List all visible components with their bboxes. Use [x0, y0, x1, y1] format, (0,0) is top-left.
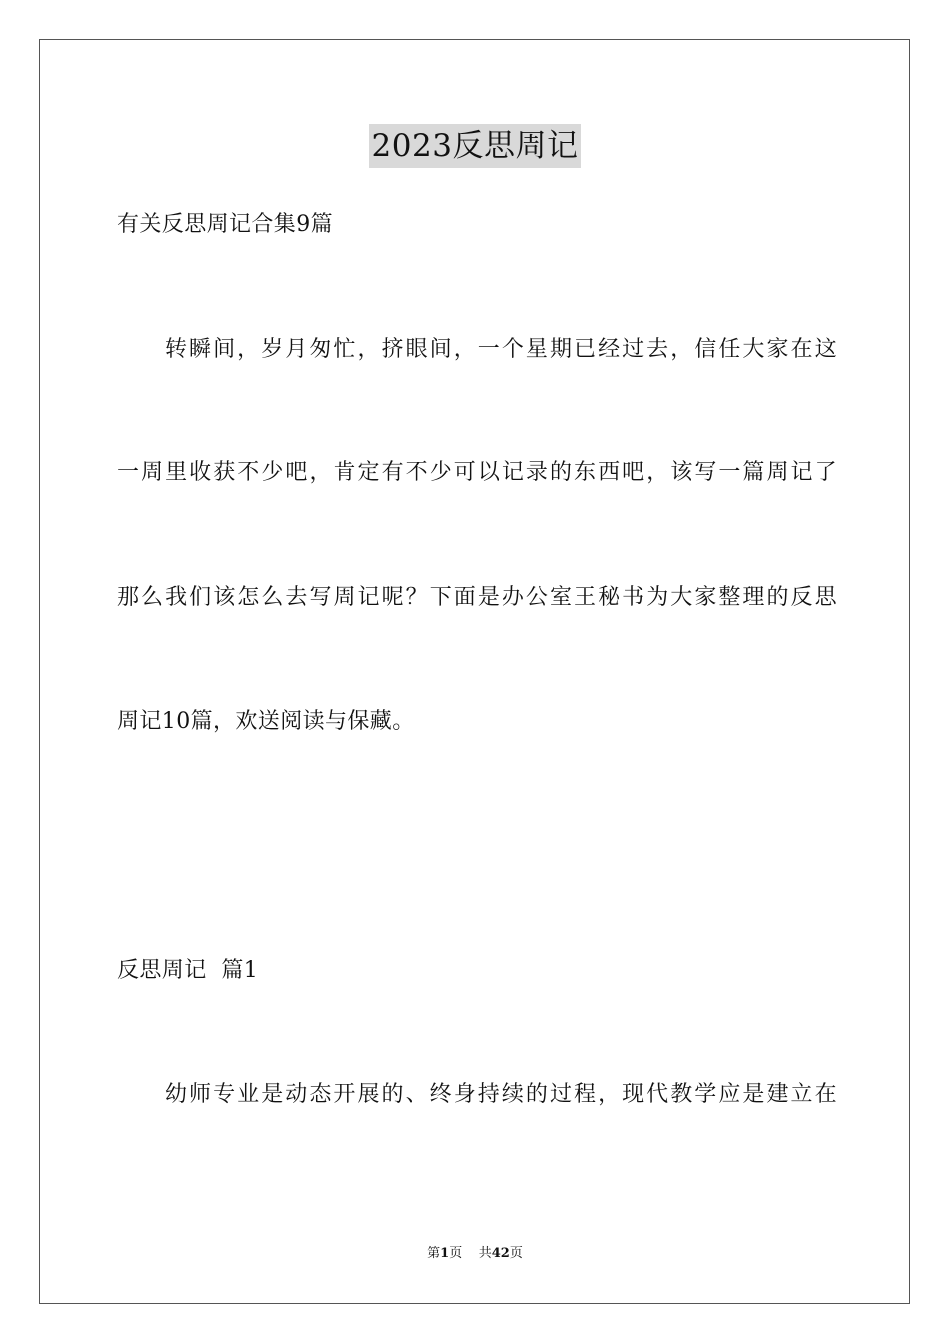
- section-line-1: 幼师专业是动态开展的、终身持续的过程，现代教学应是建立在: [165, 1082, 837, 1107]
- footer-page-prefix: 第: [427, 1246, 441, 1261]
- intro-line-2: 一周里收获不少吧，肯定有不少可以记录的东西吧，该写一篇周记了: [117, 460, 837, 485]
- section-heading: 反思周记 篇1: [117, 958, 259, 983]
- footer-page-suffix: 页: [449, 1246, 463, 1261]
- intro-line-3: 那么我们该怎么去写周记呢？下面是办公室王秘书为大家整理的反思: [117, 585, 837, 610]
- document-title: 2023反思周记: [369, 124, 582, 168]
- intro-line-1: 转瞬间，岁月匆忙，挤眼间，一个星期已经过去，信任大家在这: [165, 337, 837, 362]
- page-footer: [0, 1245, 950, 1263]
- intro-line-4: 周记10篇，欢送阅读与保藏。: [117, 709, 415, 734]
- document-subtitle: 有关反思周记合集9篇: [117, 212, 333, 237]
- footer-total-pages: 42: [491, 1246, 510, 1261]
- footer-total-prefix: 共: [478, 1246, 492, 1261]
- title-container: [0, 124, 950, 168]
- footer-page-number: 1: [440, 1246, 450, 1261]
- footer-total-suffix: 页: [509, 1246, 523, 1261]
